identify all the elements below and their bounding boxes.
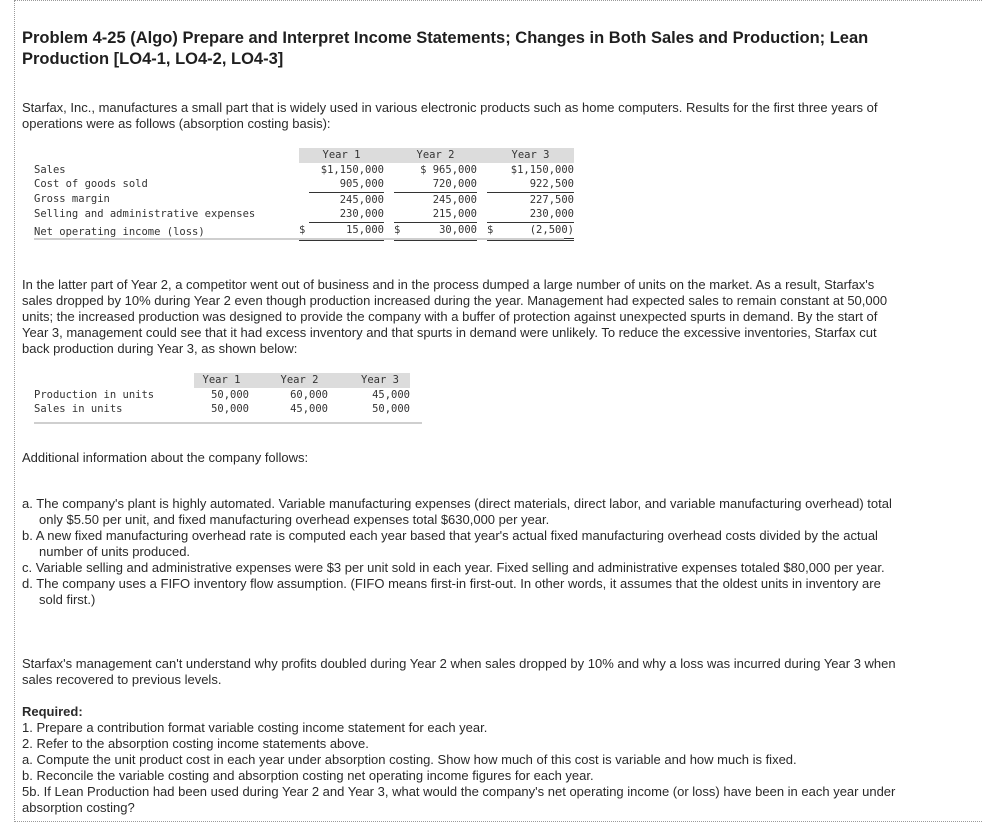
management-note: Starfax's management can't understand why profits doubled during Year 2 when sales dropped by 10% and why a loss was incurred during Year 3 when sales recovered to previous levels.	[22, 656, 896, 687]
table-row: Net operating income (loss) $ 15,000 $ 30,000 $ (2,500)	[34, 223, 574, 238]
list-item: a. Compute the unit product cost in each year under absorption costing. Show how much of this cost is variable and how much is fixed.	[22, 752, 797, 767]
table-row: Production in units 50,000 60,000 45,000	[34, 388, 410, 401]
table-row: Selling and administrative expenses 230,000 215,000 230,000	[34, 208, 574, 221]
units-table	[34, 373, 410, 417]
header-year-3: Year 3	[487, 148, 574, 163]
header-year-1: Year 1	[299, 148, 384, 163]
units-header-year-1: Year 1	[194, 373, 249, 388]
list-item: d. The company uses a FIFO inventory flow assumption. (FIFO means first-in first-out. In other words, it assumes that the oldest units in inventory are sold first.)	[22, 576, 881, 607]
units-header-year-2: Year 2	[271, 373, 328, 388]
list-item: 1. Prepare a contribution format variable costing income statement for each year.	[22, 720, 488, 735]
table-header-row	[34, 373, 410, 388]
table-row: Sales $1,150,000 $ 965,000 $1,150,000	[34, 163, 574, 176]
required-title: Required:	[22, 704, 83, 719]
table-bottom-rule	[34, 238, 564, 240]
income-statement-table	[34, 148, 574, 241]
table-row: Cost of goods sold 905,000 720,000 922,500	[34, 178, 574, 191]
list-item: 5b. If Lean Production had been used during Year 2 and Year 3, what would the company's net operating income (or loss) have been in each year under absorption costing?	[22, 784, 896, 815]
problem-title: Problem 4-25 (Algo) Prepare and Interpret Income Statements; Changes in Both Sales and Production; Lean Production [LO4-1, LO4-2, LO4-3]	[22, 29, 869, 68]
intro-paragraph: Starfax, Inc., manufactures a small part that is widely used in various electronic products such as home computers. Results for the first three years of operations were as follows (absorption costing basis):	[22, 100, 878, 131]
middle-paragraph: In the latter part of Year 2, a competitor went out of business and in the process dumped a large number of units on the market. As a result, Starfax's sales dropped by 10% during Year 2 even though production increased during the year. Management had expected sales to remain constant at 50,000 units; the increased production was designed to provide the company with a buffer of protection against unexpected spurts in demand. By the start of Year 3, management could see that it had excess inventory and that spurts in demand were unlikely. To reduce the excessive inventories, Starfax cut back production during Year 3, as shown below:	[22, 277, 888, 356]
info-list	[22, 496, 902, 608]
table-header-row	[34, 148, 574, 163]
additional-info-label: Additional information about the company follows:	[22, 450, 309, 465]
table-row: Gross margin 245,000 245,000 227,500	[34, 193, 574, 206]
units-header-year-3: Year 3	[350, 373, 410, 388]
header-year-2: Year 2	[394, 148, 477, 163]
list-item: c. Variable selling and administrative expenses were $3 per unit sold in each year. Fixed selling and administrative expenses totaled $80,000 per year.	[22, 560, 885, 575]
list-item: 2. Refer to the absorption costing income statements above.	[22, 736, 369, 751]
list-item: a. The company's plant is highly automated. Variable manufacturing expenses (direct materials, direct labor, and variable manufacturing overhead) total only $5.50 per unit, and fixed manufacturing overhead expenses total $630,000 per year.	[22, 496, 892, 527]
table-row: Sales in units 50,000 45,000 50,000	[34, 403, 410, 415]
units-table-bottom-rule	[34, 422, 422, 424]
list-item: b. Reconcile the variable costing and absorption costing net operating income figures for each year.	[22, 768, 594, 783]
list-item: b. A new fixed manufacturing overhead rate is computed each year based that year's actual fixed manufacturing overhead costs divided by the actual number of units produced.	[22, 528, 878, 559]
required-section	[22, 704, 922, 816]
